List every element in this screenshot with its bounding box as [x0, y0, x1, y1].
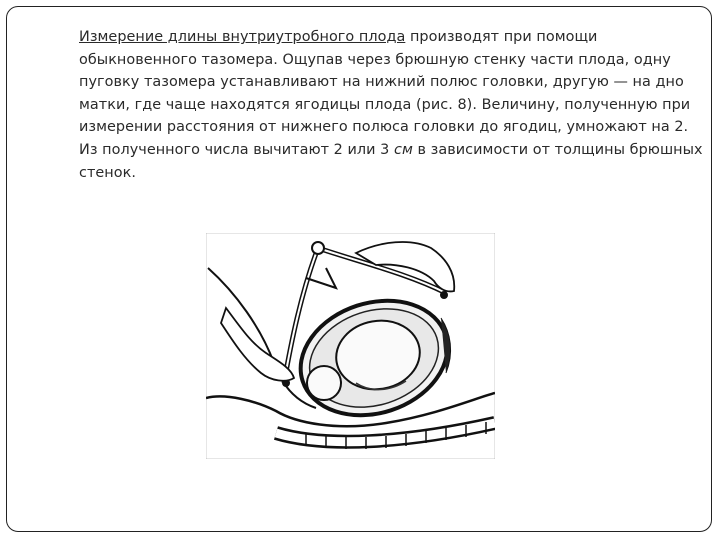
unit-text: см: [394, 141, 413, 158]
pelvimeter-hinge: [312, 242, 324, 254]
pelvimeter-button-fundus: [440, 291, 448, 299]
paragraph-text: производят при помощи обыкновенного тазомера. Ощупав через брюшную стенку части плода, одну пуговку тазомера устанавливают на нижний полюс головки, другую — на дно матки, где чаще находятся ягодицы плода (рис. 8). Величину, полученную при измерении расстояния от нижнего полюса головки до ягодиц, умножают на 2. Из полученного числа вычитают 2 или 3: [79, 29, 691, 158]
fetus-head: [307, 366, 341, 400]
underlined-term: Измерение длины внутриутробного плода: [79, 29, 406, 45]
pelvimeter-measurement-illustration: [206, 233, 495, 459]
body-paragraph: [79, 26, 709, 184]
paragraph-tail: в зависимости от толщины брюшных стенок.: [79, 141, 703, 181]
illustration-svg: [206, 233, 495, 459]
